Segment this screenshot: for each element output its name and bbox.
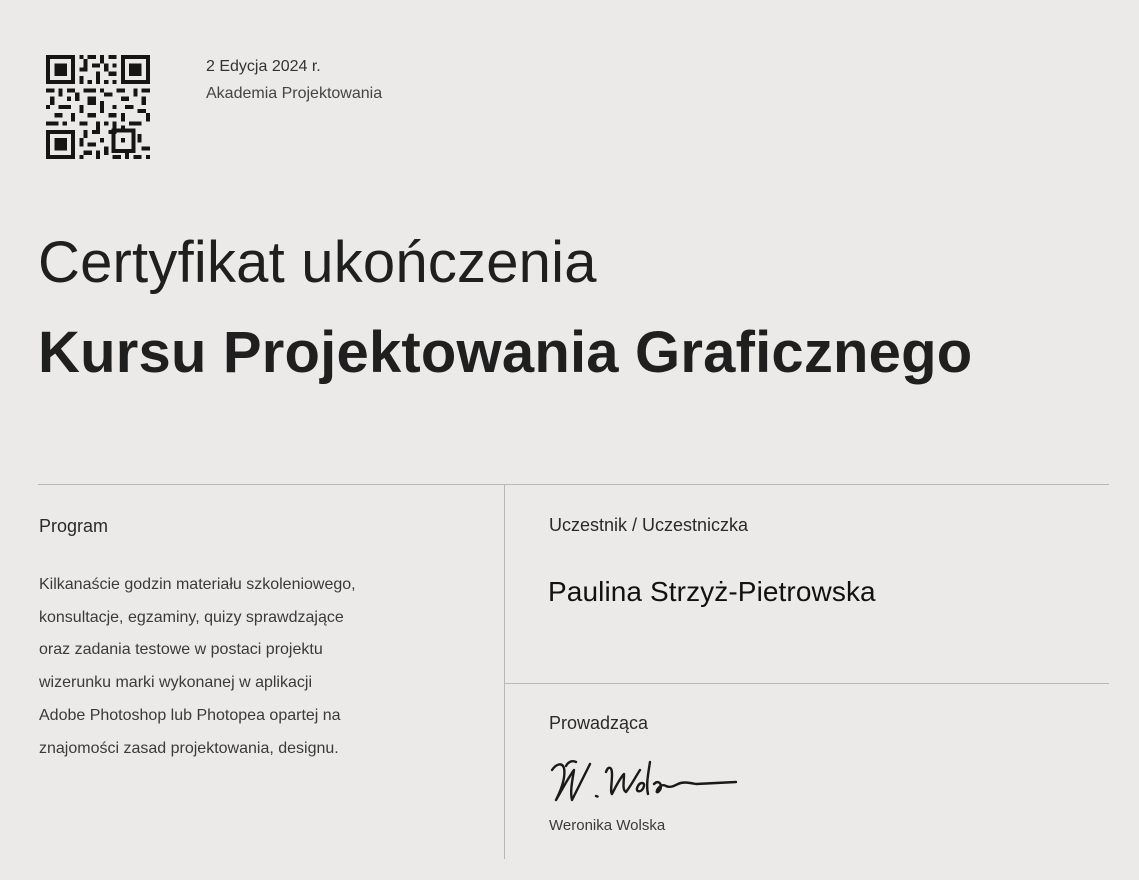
instructor-name: Weronika Wolska xyxy=(549,817,666,834)
program-line: wizerunku marki wykonanej w aplikacji xyxy=(39,674,312,692)
program-line: oraz zadania testowe w postaci projektu xyxy=(39,641,323,659)
program-line: konsultacje, egzaminy, quizy sprawdzające xyxy=(39,608,344,626)
instructor-label: Prowadząca xyxy=(549,713,649,733)
course-title: Kursu Projektowania Graficznego xyxy=(38,320,973,385)
program-line: znajomości zasad projektowania, designu. xyxy=(39,739,339,757)
qr-code-icon xyxy=(46,55,150,159)
certificate-title: Certyfikat ukończenia xyxy=(38,230,597,295)
program-label: Program xyxy=(39,516,109,536)
program-line: Adobe Photoshop lub Photopea opartej na xyxy=(39,706,341,724)
program-line: Kilkanaście godzin materiału szkoleniowego, xyxy=(39,576,356,593)
program-description xyxy=(39,569,419,765)
divider-horizontal-top xyxy=(38,484,1109,485)
participant-label: Uczestnik / Uczestniczka xyxy=(549,515,749,535)
edition-text: 2 Edycja 2024 r. xyxy=(206,58,321,75)
academy-name: Akademia Projektowania xyxy=(206,85,383,102)
participant-name: Paulina Strzyż-Pietrowska xyxy=(548,576,876,607)
divider-vertical xyxy=(504,485,505,859)
signature-image xyxy=(546,748,742,808)
divider-horizontal-middle xyxy=(505,683,1109,684)
